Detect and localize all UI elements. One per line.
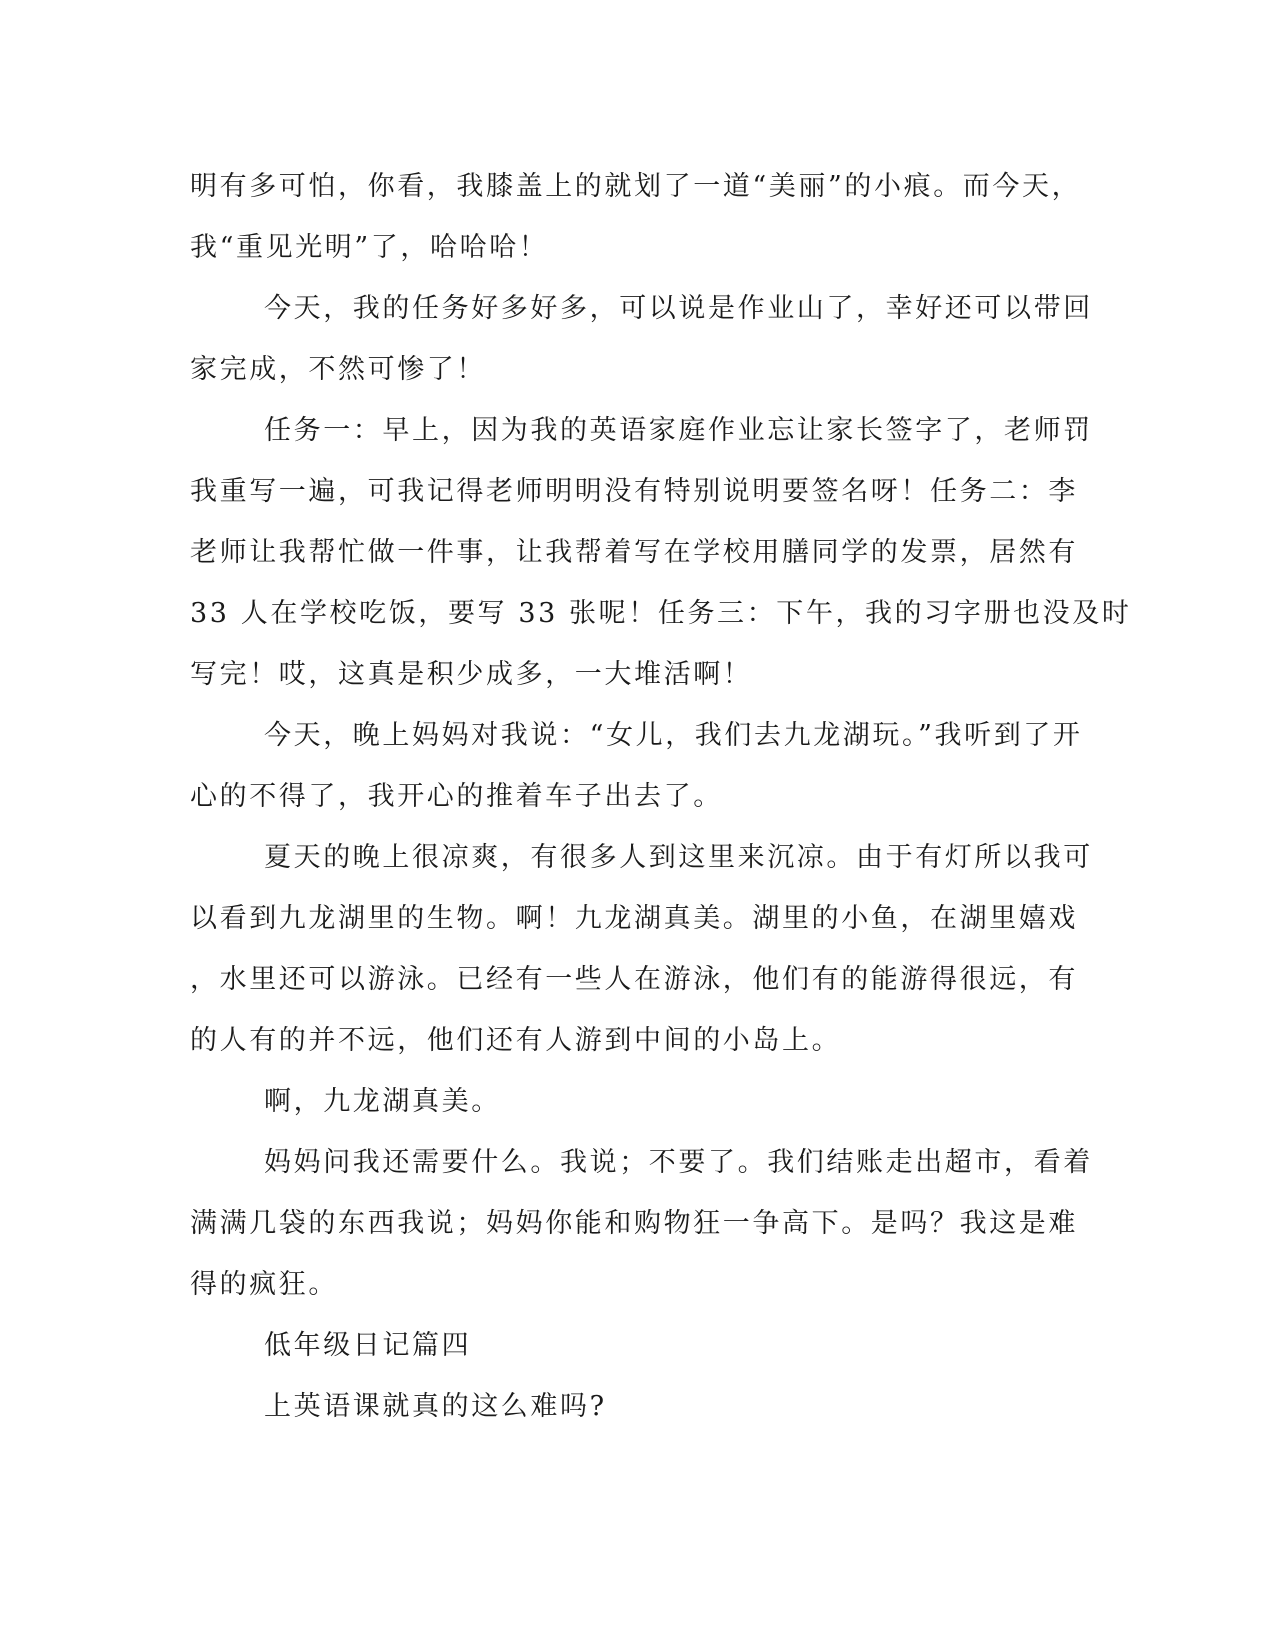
text-line: 得的疯狂。: [190, 1269, 338, 1300]
text-line: 啊，九龙湖真美。: [264, 1086, 501, 1117]
document-body: [190, 156, 1132, 1437]
paragraph: [190, 156, 1080, 278]
paragraph: [190, 1376, 1080, 1437]
text-line: ，水里还可以游泳。已经有一些人在游泳，他们有的能游得很远，有: [190, 964, 1078, 995]
text-line: 明有多可怕，你看，我膝盖上的就划了一道“美丽”的小痕。而今天，: [190, 171, 1082, 202]
paragraph: [190, 827, 1093, 1071]
text-line: 今天，我的任务好多好多，可以说是作业山了，幸好还可以带回: [264, 293, 1093, 324]
text-line: 33 人在学校吃饭，要写 33 张呢！任务三：下午，我的习字册也没及时: [190, 598, 1132, 629]
text-line: 任务一：早上，因为我的英语家庭作业忘让家长签字了，老师罚: [264, 415, 1093, 446]
text-line: 写完！哎，这真是积少成多，一大堆活啊！: [190, 659, 753, 690]
text-line: 我“重见光明”了，哈哈哈！: [190, 232, 549, 263]
text-line: 的人有的并不远，他们还有人游到中间的小岛上。: [190, 1025, 842, 1056]
text-line: 夏天的晚上很凉爽，有很多人到这里来沉凉。由于有灯所以我可: [264, 842, 1093, 873]
paragraph: [190, 705, 1083, 827]
text-line: 满满几袋的东西我说；妈妈你能和购物狂一争高下。是吗？我这是难: [190, 1208, 1078, 1239]
paragraph: [190, 1071, 1080, 1132]
paragraph: [190, 400, 1132, 705]
section-heading: [190, 1315, 1080, 1376]
paragraph: [190, 278, 1093, 400]
text-line: 妈妈问我还需要什么。我说；不要了。我们结账走出超市，看着: [264, 1147, 1093, 1178]
text-line: 家完成，不然可惨了！: [190, 354, 486, 385]
text-line: 老师让我帮忙做一件事，让我帮着写在学校用膳同学的发票，居然有: [190, 537, 1078, 568]
text-line: 上英语课就真的这么难吗?: [264, 1391, 607, 1422]
text-line: 低年级日记篇四: [264, 1330, 472, 1361]
text-line: 心的不得了，我开心的推着车子出去了。: [190, 781, 723, 812]
paragraph: [190, 1132, 1093, 1315]
text-line: 我重写一遍，可我记得老师明明没有特别说明要签名呀！任务二：李: [190, 476, 1078, 507]
text-line: 以看到九龙湖里的生物。啊！九龙湖真美。湖里的小鱼，在湖里嬉戏: [190, 903, 1078, 934]
text-line: 今天，晚上妈妈对我说：“女儿，我们去九龙湖玩。”我听到了开: [264, 720, 1083, 751]
